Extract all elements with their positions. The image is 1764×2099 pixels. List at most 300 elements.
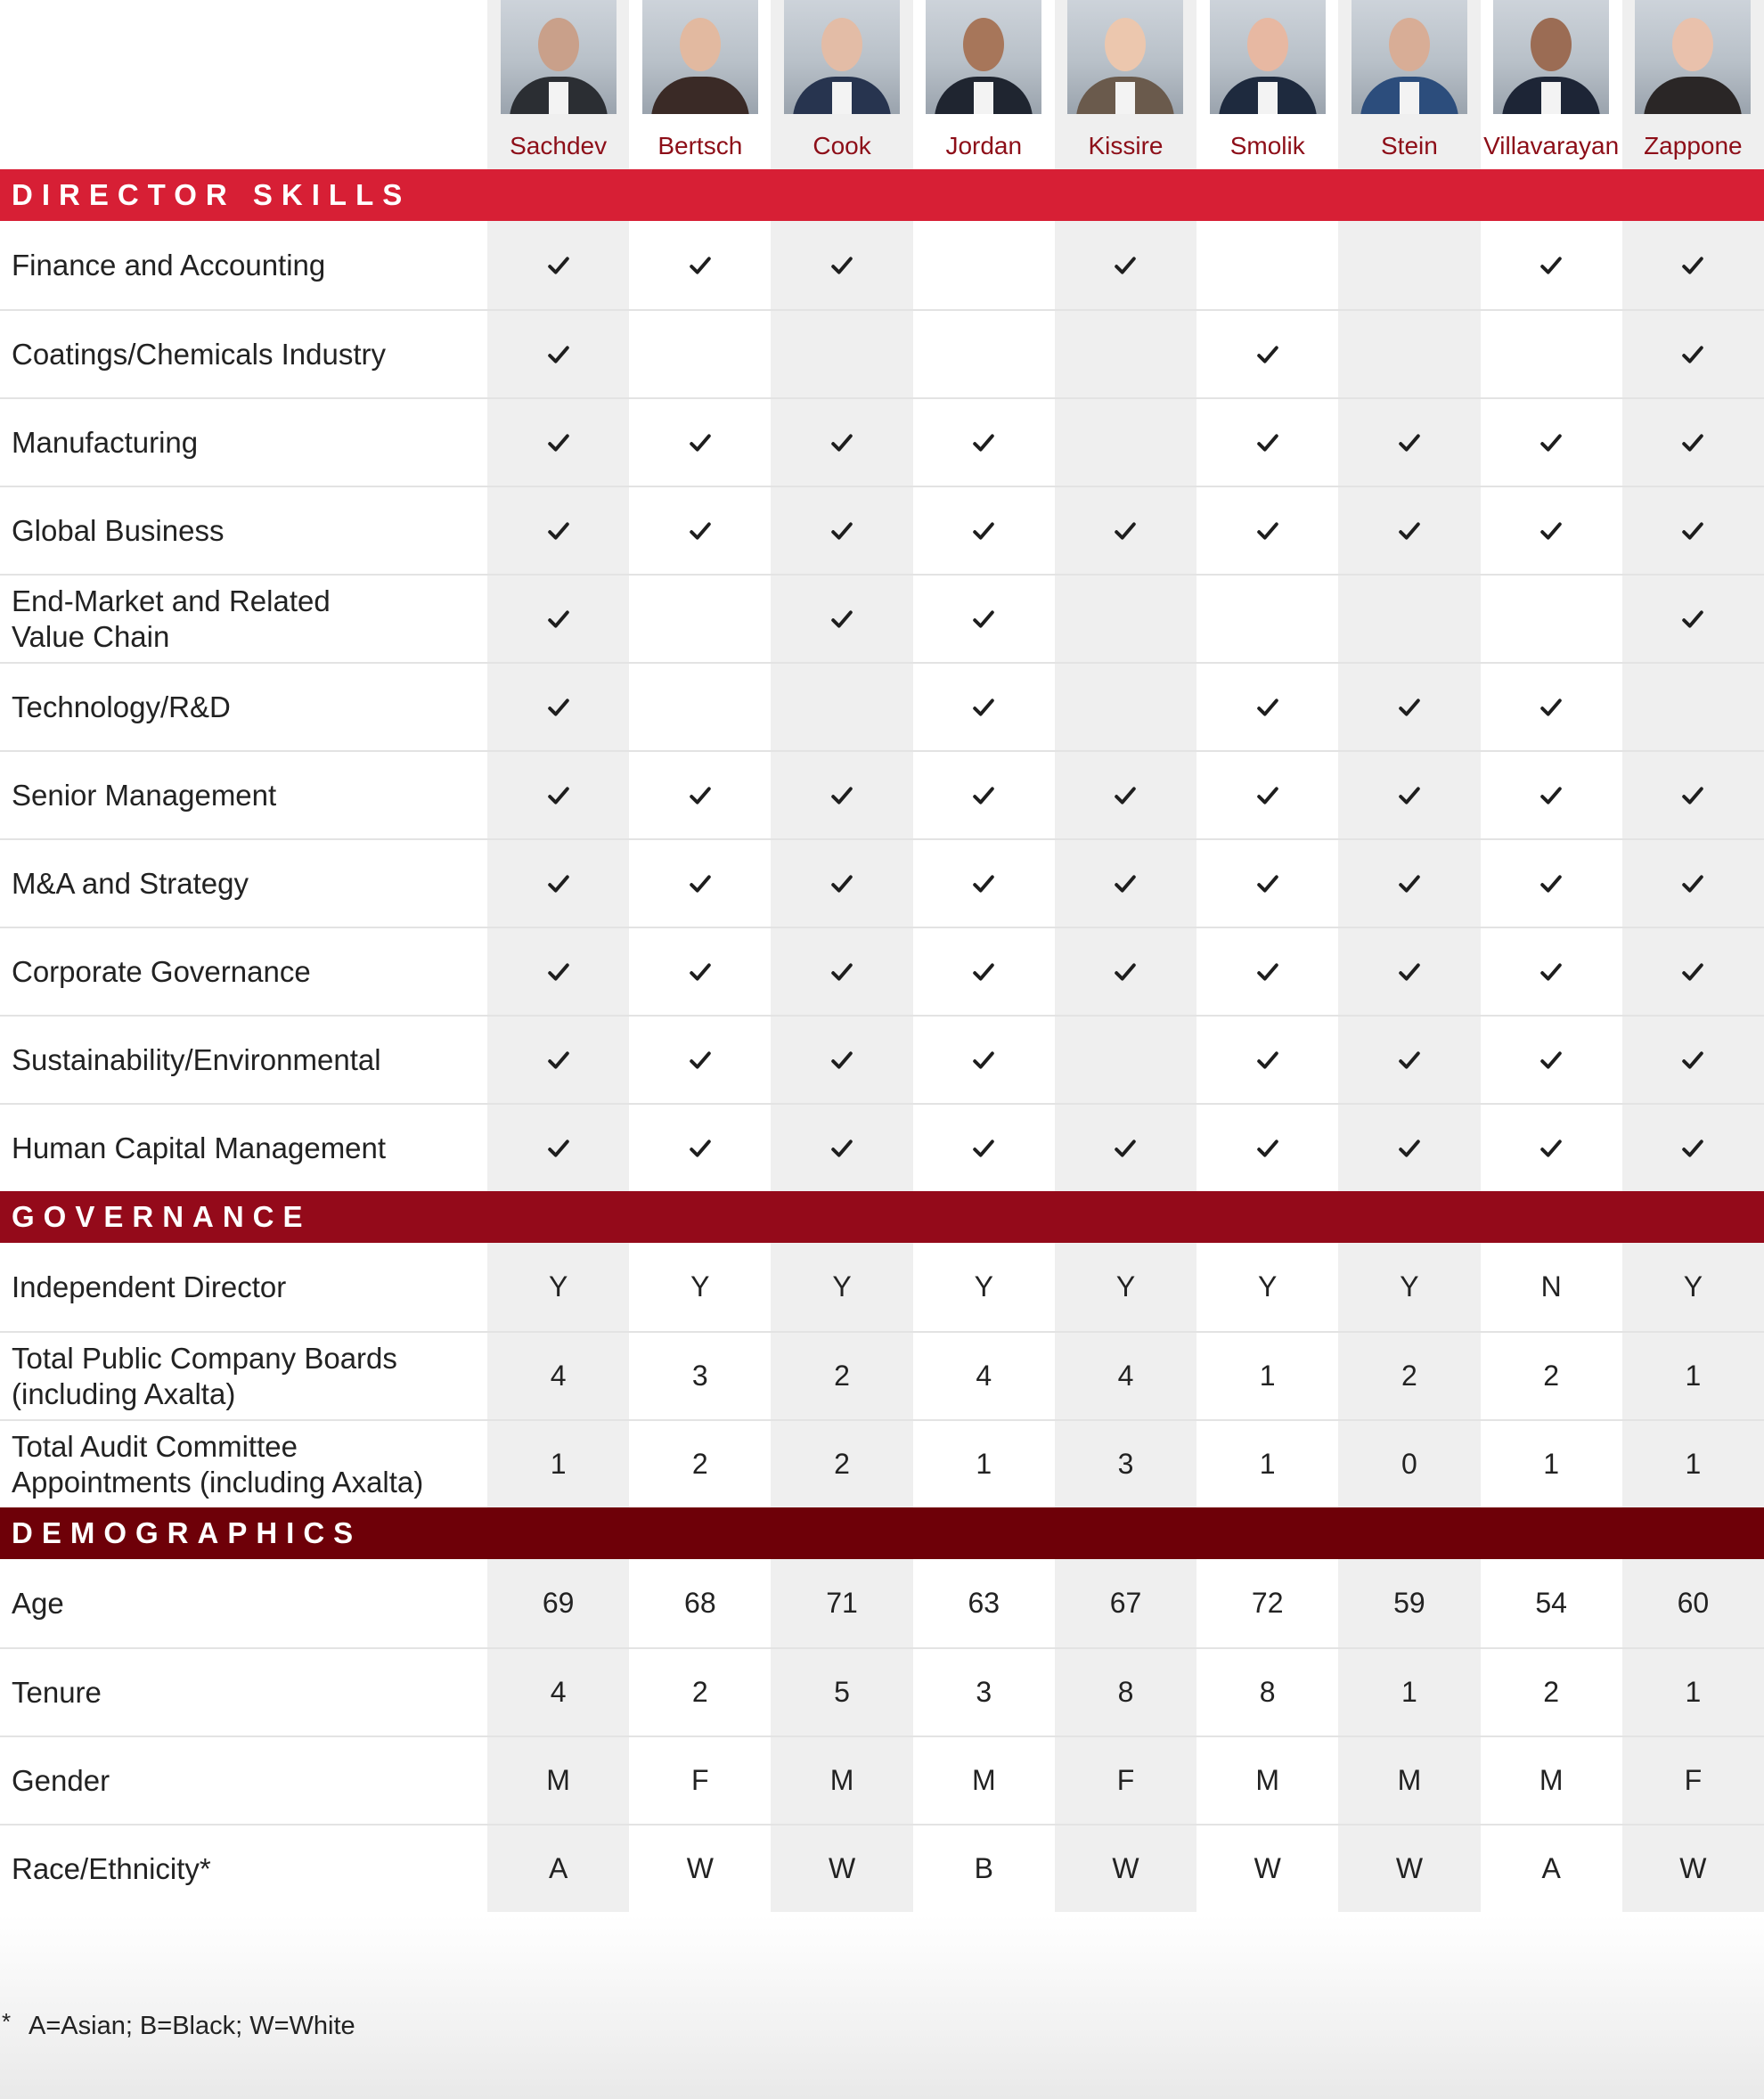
checkmark-icon	[831, 255, 853, 276]
skill-check-cell	[487, 927, 629, 1015]
checkmark-icon	[1682, 520, 1703, 542]
shirt-shape	[549, 82, 568, 114]
cell-value: 8	[1259, 1676, 1276, 1708]
checkmark-icon	[831, 520, 853, 542]
skill-check-cell	[629, 1103, 771, 1191]
skill-check-cell	[1622, 927, 1764, 1015]
value-cell	[487, 1559, 629, 1647]
checkmark-icon	[831, 1138, 853, 1159]
cell-value: M	[1539, 1764, 1564, 1796]
row-label-text: Senior Management	[12, 778, 277, 812]
skill-check-cell	[1481, 397, 1622, 486]
skill-check-cell	[913, 486, 1055, 574]
skill-check-cell	[1055, 750, 1196, 838]
checkmark-icon	[1682, 432, 1703, 453]
row-label-text: Finance and Accounting	[12, 248, 326, 282]
cell-value: 0	[1401, 1448, 1417, 1480]
skill-check-cell	[1622, 838, 1764, 927]
skill-empty-cell	[1622, 662, 1764, 750]
cell-value: 59	[1393, 1587, 1425, 1619]
checkmark-icon	[1257, 520, 1278, 542]
checkmark-icon	[690, 873, 711, 894]
director-name: Smolik	[1229, 132, 1305, 159]
value-cell	[1622, 1736, 1764, 1824]
director-name: Sachdev	[510, 132, 608, 159]
cell-value: 2	[834, 1448, 850, 1480]
cell-value: 3	[1117, 1448, 1134, 1480]
checkmark-icon	[831, 961, 853, 983]
checkmark-icon	[1399, 520, 1420, 542]
cell-value: Y	[1400, 1270, 1419, 1303]
row-label	[0, 750, 487, 838]
row-label-text: Human Capital Management	[12, 1131, 387, 1164]
value-cell	[1481, 1419, 1622, 1507]
skill-check-cell	[913, 750, 1055, 838]
row-label	[0, 1824, 487, 1912]
cell-value: B	[974, 1852, 993, 1884]
row-label	[0, 221, 487, 309]
checkmark-icon	[1540, 961, 1562, 983]
cell-value: 63	[968, 1587, 1000, 1619]
cell-value: 1	[1259, 1360, 1276, 1392]
cell-value: 1	[1685, 1360, 1702, 1392]
director-photo	[1067, 0, 1183, 114]
checkmark-icon	[1540, 873, 1562, 894]
cell-value: 1	[1685, 1676, 1702, 1708]
checkmark-icon	[1257, 697, 1278, 718]
skill-check-cell	[1622, 574, 1764, 662]
value-cell	[1196, 1243, 1338, 1331]
skill-check-cell	[487, 221, 629, 309]
skill-check-cell	[629, 750, 771, 838]
skill-empty-cell	[1481, 309, 1622, 397]
director-name: Bertsch	[657, 132, 743, 159]
director-name: Villavarayan	[1483, 132, 1620, 159]
director-photo	[642, 0, 758, 114]
skill-empty-cell	[1481, 574, 1622, 662]
head-shape	[1531, 18, 1572, 71]
director-photo	[1493, 0, 1609, 114]
value-cell	[913, 1419, 1055, 1507]
cell-value: 1	[1401, 1676, 1417, 1708]
value-cell	[913, 1647, 1055, 1736]
cell-value: 3	[691, 1360, 708, 1392]
skill-check-cell	[1622, 750, 1764, 838]
head-shape	[821, 18, 862, 71]
skill-check-cell	[1338, 1103, 1480, 1191]
checkmark-icon	[1540, 432, 1562, 453]
checkmark-icon	[1257, 432, 1278, 453]
skill-check-cell	[629, 221, 771, 309]
shirt-shape	[974, 82, 993, 114]
row-label	[0, 486, 487, 574]
skill-check-cell	[487, 838, 629, 927]
skill-check-cell	[1481, 927, 1622, 1015]
skill-check-cell	[1622, 486, 1764, 574]
value-cell	[1196, 1824, 1338, 1912]
director-photo	[1635, 0, 1751, 114]
skill-check-cell	[487, 662, 629, 750]
checkmark-icon	[1540, 520, 1562, 542]
director-name: Kissire	[1088, 132, 1164, 159]
checkmark-icon	[548, 520, 569, 542]
value-cell	[771, 1243, 912, 1331]
cell-value: 5	[834, 1676, 850, 1708]
checkmark-icon	[1257, 785, 1278, 806]
director-header	[1622, 0, 1764, 169]
skill-empty-cell	[913, 221, 1055, 309]
checkmark-icon	[548, 344, 569, 365]
value-cell	[771, 1647, 912, 1736]
row-label-text: End-Market and Related Value Chain	[12, 584, 331, 653]
skill-check-cell	[1196, 750, 1338, 838]
header-corner	[0, 0, 487, 169]
cell-value: 2	[691, 1448, 708, 1480]
checkmark-icon	[1540, 785, 1562, 806]
row-label-text: Sustainability/Environmental	[12, 1042, 381, 1076]
cell-value: Y	[1683, 1270, 1703, 1303]
value-cell	[487, 1736, 629, 1824]
cell-value: 2	[1543, 1360, 1560, 1392]
head-shape	[680, 18, 721, 71]
row-label-text: Manufacturing	[12, 425, 199, 459]
skill-check-cell	[1622, 1015, 1764, 1103]
value-cell	[771, 1331, 912, 1419]
director-photo	[1352, 0, 1467, 114]
skill-check-cell	[1481, 750, 1622, 838]
value-cell	[1338, 1559, 1480, 1647]
director-photo	[926, 0, 1041, 114]
skill-check-cell	[629, 927, 771, 1015]
checkmark-icon	[690, 961, 711, 983]
cell-value: M	[546, 1764, 570, 1796]
skill-check-cell	[1196, 1015, 1338, 1103]
cell-value: Y	[690, 1270, 710, 1303]
cell-value: M	[971, 1764, 996, 1796]
checkmark-icon	[973, 432, 994, 453]
cell-value: 2	[691, 1676, 708, 1708]
cell-value: 8	[1117, 1676, 1134, 1708]
director-name: Cook	[813, 132, 871, 159]
checkmark-icon	[831, 608, 853, 630]
director-header	[771, 0, 912, 169]
cell-value: 4	[1117, 1360, 1134, 1392]
cell-value: 69	[542, 1587, 575, 1619]
checkmark-icon	[1540, 1138, 1562, 1159]
row-label-text: Gender	[12, 1763, 110, 1797]
skill-check-cell	[1055, 927, 1196, 1015]
cell-value: 67	[1109, 1587, 1142, 1619]
cell-value: 1	[1259, 1448, 1276, 1480]
value-cell	[1622, 1419, 1764, 1507]
checkmark-icon	[1682, 1050, 1703, 1071]
director-header	[629, 0, 771, 169]
value-cell	[1622, 1331, 1764, 1419]
cell-value: 1	[976, 1448, 992, 1480]
cell-value: W	[686, 1852, 714, 1884]
skill-check-cell	[1481, 1103, 1622, 1191]
value-cell	[1481, 1824, 1622, 1912]
row-label-text: Total Public Company Boards (including Axalta)	[12, 1341, 397, 1410]
skill-check-cell	[487, 1103, 629, 1191]
checkmark-icon	[548, 785, 569, 806]
head-shape	[1672, 18, 1713, 71]
checkmark-icon	[690, 255, 711, 276]
value-cell	[1055, 1559, 1196, 1647]
value-cell	[1055, 1243, 1196, 1331]
director-header	[1481, 0, 1622, 169]
checkmark-icon	[1257, 1138, 1278, 1159]
row-label	[0, 1103, 487, 1191]
skill-empty-cell	[1338, 309, 1480, 397]
cell-value: 60	[1677, 1587, 1710, 1619]
skill-check-cell	[771, 750, 912, 838]
skill-empty-cell	[913, 309, 1055, 397]
checkmark-icon	[548, 697, 569, 718]
cell-value: Y	[548, 1270, 568, 1303]
checkmark-icon	[1399, 1138, 1420, 1159]
skill-check-cell	[1055, 838, 1196, 927]
value-cell	[1622, 1824, 1764, 1912]
value-cell	[629, 1243, 771, 1331]
checkmark-icon	[1682, 608, 1703, 630]
checkmark-icon	[973, 520, 994, 542]
value-cell	[1055, 1331, 1196, 1419]
value-cell	[913, 1331, 1055, 1419]
checkmark-icon	[1682, 785, 1703, 806]
value-cell	[1481, 1243, 1622, 1331]
skill-empty-cell	[771, 662, 912, 750]
checkmark-icon	[1115, 520, 1136, 542]
head-shape	[538, 18, 579, 71]
director-header	[913, 0, 1055, 169]
skill-check-cell	[1196, 309, 1338, 397]
cell-value: 1	[1543, 1448, 1560, 1480]
cell-value: 2	[1401, 1360, 1417, 1392]
row-label-text: Age	[12, 1586, 64, 1620]
row-label	[0, 1559, 487, 1647]
skill-check-cell	[1196, 1103, 1338, 1191]
value-cell	[487, 1419, 629, 1507]
value-cell	[1338, 1331, 1480, 1419]
value-cell	[629, 1559, 771, 1647]
skill-check-cell	[913, 927, 1055, 1015]
cell-value: A	[1541, 1852, 1561, 1884]
checkmark-icon	[690, 1050, 711, 1071]
checkmark-icon	[1399, 873, 1420, 894]
skill-empty-cell	[1338, 574, 1480, 662]
row-label	[0, 1331, 487, 1419]
value-cell	[629, 1824, 771, 1912]
skill-empty-cell	[629, 574, 771, 662]
cell-value: 4	[976, 1360, 992, 1392]
skill-empty-cell	[1196, 221, 1338, 309]
value-cell	[1481, 1559, 1622, 1647]
value-cell	[1481, 1331, 1622, 1419]
checkmark-icon	[1257, 1050, 1278, 1071]
skill-check-cell	[1622, 309, 1764, 397]
checkmark-icon	[1257, 873, 1278, 894]
row-label-text: Tenure	[12, 1675, 102, 1709]
checkmark-icon	[1682, 255, 1703, 276]
skill-check-cell	[1338, 397, 1480, 486]
row-label	[0, 927, 487, 1015]
head-shape	[1247, 18, 1288, 71]
skill-check-cell	[1481, 662, 1622, 750]
shirt-shape	[832, 82, 852, 114]
cell-value: 2	[834, 1360, 850, 1392]
value-cell	[629, 1736, 771, 1824]
row-label	[0, 1736, 487, 1824]
value-cell	[1055, 1736, 1196, 1824]
skill-check-cell	[487, 750, 629, 838]
cell-value: F	[691, 1764, 709, 1796]
value-cell	[771, 1824, 912, 1912]
row-label	[0, 1015, 487, 1103]
director-photo	[1210, 0, 1326, 114]
value-cell	[1196, 1647, 1338, 1736]
director-name: Stein	[1381, 132, 1438, 159]
value-cell	[1622, 1647, 1764, 1736]
skill-check-cell	[1481, 221, 1622, 309]
skill-check-cell	[629, 397, 771, 486]
checkmark-icon	[548, 1050, 569, 1071]
row-label	[0, 1647, 487, 1736]
skill-check-cell	[629, 1015, 771, 1103]
value-cell	[629, 1419, 771, 1507]
row-label-text: Independent Director	[12, 1270, 287, 1303]
value-cell	[771, 1736, 912, 1824]
skill-check-cell	[771, 1015, 912, 1103]
skill-check-cell	[1196, 927, 1338, 1015]
skill-check-cell	[487, 397, 629, 486]
skill-empty-cell	[771, 309, 912, 397]
skill-check-cell	[913, 574, 1055, 662]
row-label-text: Corporate Governance	[12, 954, 311, 988]
director-header	[1338, 0, 1480, 169]
skill-check-cell	[1481, 838, 1622, 927]
cell-value: M	[829, 1764, 854, 1796]
value-cell	[1481, 1647, 1622, 1736]
checkmark-icon	[1115, 255, 1136, 276]
skill-empty-cell	[1055, 1015, 1196, 1103]
checkmark-icon	[973, 873, 994, 894]
skill-check-cell	[771, 927, 912, 1015]
checkmark-icon	[1257, 961, 1278, 983]
skill-check-cell	[913, 397, 1055, 486]
skill-check-cell	[629, 486, 771, 574]
skill-check-cell	[1338, 750, 1480, 838]
skill-check-cell	[1622, 221, 1764, 309]
skill-check-cell	[1338, 662, 1480, 750]
checkmark-icon	[548, 432, 569, 453]
cell-value: W	[828, 1852, 856, 1884]
checkmark-icon	[548, 961, 569, 983]
skill-check-cell	[1481, 1015, 1622, 1103]
value-cell	[913, 1736, 1055, 1824]
shirt-shape	[1258, 82, 1278, 114]
skill-empty-cell	[1055, 397, 1196, 486]
skill-check-cell	[1055, 486, 1196, 574]
skill-check-cell	[1338, 838, 1480, 927]
head-shape	[963, 18, 1004, 71]
director-header	[1055, 0, 1196, 169]
skill-check-cell	[1196, 486, 1338, 574]
director-name: Jordan	[945, 132, 1023, 159]
skill-check-cell	[1055, 1103, 1196, 1191]
checkmark-icon	[973, 785, 994, 806]
cell-value: W	[1395, 1852, 1424, 1884]
checkmark-icon	[831, 785, 853, 806]
skill-check-cell	[487, 486, 629, 574]
section-header-director-skills: DIRECTOR SKILLS	[0, 169, 1764, 221]
value-cell	[913, 1824, 1055, 1912]
row-label-text: M&A and Strategy	[12, 866, 249, 900]
cell-value: 54	[1535, 1587, 1567, 1619]
cell-value: N	[1540, 1270, 1562, 1303]
cell-value: 4	[550, 1676, 567, 1708]
cell-value: 72	[1251, 1587, 1284, 1619]
checkmark-icon	[1682, 873, 1703, 894]
checkmark-icon	[1257, 344, 1278, 365]
value-cell	[1338, 1736, 1480, 1824]
value-cell	[1338, 1243, 1480, 1331]
value-cell	[1055, 1647, 1196, 1736]
value-cell	[1481, 1736, 1622, 1824]
cell-value: W	[1254, 1852, 1281, 1884]
checkmark-icon	[690, 520, 711, 542]
skill-check-cell	[1338, 1015, 1480, 1103]
checkmark-icon	[1540, 255, 1562, 276]
checkmark-icon	[831, 432, 853, 453]
skill-check-cell	[1338, 927, 1480, 1015]
cell-value: Y	[1115, 1270, 1136, 1303]
checkmark-icon	[973, 1138, 994, 1159]
checkmark-icon	[548, 1138, 569, 1159]
value-cell	[771, 1559, 912, 1647]
director-header	[487, 0, 629, 169]
skill-empty-cell	[1055, 574, 1196, 662]
cell-value: F	[1684, 1764, 1703, 1796]
footnote-text: A=Asian; B=Black; W=White	[29, 2012, 355, 2040]
skill-check-cell	[1196, 662, 1338, 750]
cell-value: W	[1112, 1852, 1139, 1884]
background-gradient	[0, 1915, 1764, 2099]
value-cell	[913, 1559, 1055, 1647]
cell-value: A	[548, 1852, 568, 1884]
cell-value: 2	[1543, 1676, 1560, 1708]
shirt-shape	[1115, 82, 1135, 114]
checkmark-icon	[548, 255, 569, 276]
checkmark-icon	[831, 1050, 853, 1071]
checkmark-icon	[1399, 432, 1420, 453]
checkmark-icon	[1540, 1050, 1562, 1071]
cell-value: 1	[1685, 1448, 1702, 1480]
checkmark-icon	[1399, 961, 1420, 983]
value-cell	[1196, 1331, 1338, 1419]
skill-empty-cell	[1055, 662, 1196, 750]
checkmark-icon	[1115, 785, 1136, 806]
row-label	[0, 1419, 487, 1507]
skill-check-cell	[487, 574, 629, 662]
value-cell	[1622, 1243, 1764, 1331]
checkmark-icon	[1682, 1138, 1703, 1159]
value-cell	[1196, 1559, 1338, 1647]
row-label-text: Race/Ethnicity*	[12, 1851, 211, 1885]
row-label-text: Technology/R&D	[12, 690, 231, 723]
value-cell	[1338, 1824, 1480, 1912]
skill-check-cell	[487, 1015, 629, 1103]
